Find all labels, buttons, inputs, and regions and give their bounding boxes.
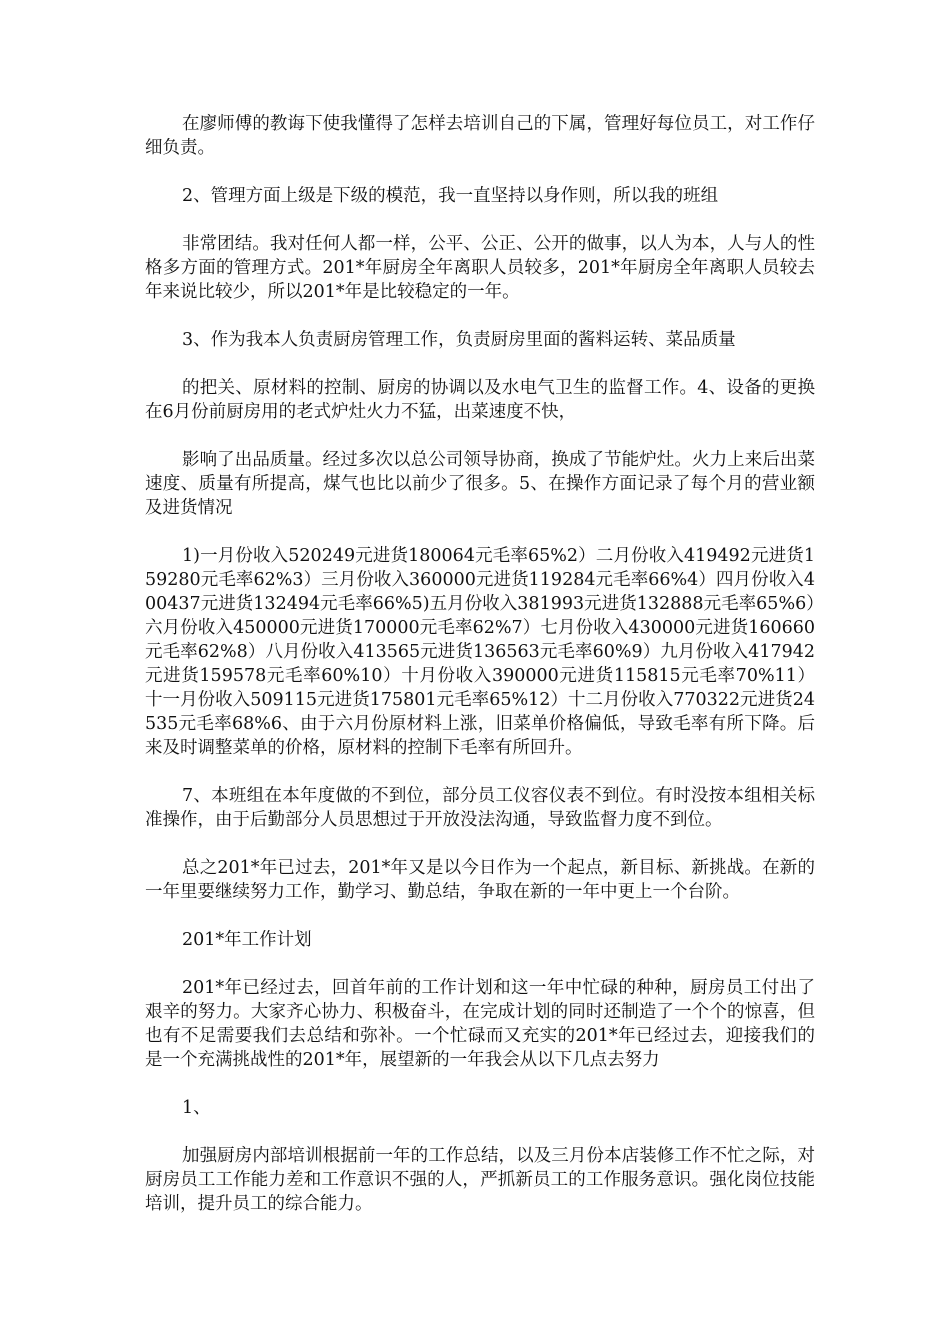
paragraph-management-2: 2、管理方面上级是下级的模范，我一直坚持以身作则，所以我的班组 bbox=[182, 186, 719, 206]
section-heading-work-plan: 201*年工作计划 bbox=[182, 930, 312, 950]
paragraph-training: 在廖师傅的教诲下使我懂得了怎样去培训自己的下属，管理好每位员工，对工作仔细负责。 bbox=[145, 114, 815, 158]
document-body bbox=[145, 112, 815, 1240]
paragraph-shortcomings-7: 7、本班组在本年度做的不到位，部分员工仪容仪表不到位。有时没按本组相关标准操作，由于后勤部分人员思想过于开放没法沟通，导致监督力度不到位。 bbox=[145, 786, 815, 830]
paragraph-team-unity: 非常团结。我对任何人都一样，公平、公正、公开的做事，以人为本，人与人的性格多方面的管理方式。201*年厨房全年离职人员较多，201*年厨房全年离职人员较去年来说比较少，所以201*年是比较稳定的一年。 bbox=[145, 234, 815, 302]
paragraph-equipment-4: 的把关、原材料的控制、厨房的协调以及水电气卫生的监督工作。4、设备的更换在6月份前厨房用的老式炉灶火力不猛，出菜速度不快， bbox=[145, 378, 815, 422]
paragraph-quality-5: 影响了出品质量。经过多次以总公司领导协商，换成了节能炉灶。火力上来后出菜速度、质量有所提高，煤气也比以前少了很多。5、在操作方面记录了每个月的营业额及进货情况 bbox=[145, 450, 815, 518]
paragraph-management-3: 3、作为我本人负责厨房管理工作，负责厨房里面的酱料运转、菜品质量 bbox=[182, 330, 736, 350]
paragraph-summary: 总之201*年已过去，201*年又是以今日作为一个起点，新目标、新挑战。在新的一年里要继续努力工作，勤学习、勤总结，争取在新的一年中更上一个台阶。 bbox=[145, 858, 815, 902]
list-marker-1: 1、 bbox=[182, 1098, 211, 1118]
paragraph-plan-intro: 201*年已经过去，回首年前的工作计划和这一年中忙碌的种种，厨房员工付出了艰辛的努力。大家齐心协力、积极奋斗，在完成计划的同时还制造了一个个的惊喜，但也有不足需要我们去总结和弥补。一个忙碌而又充实的201*年已经过去，迎接我们的是一个充满挑战性的201*年，展望新的一年我会从以下几点去努力 bbox=[145, 978, 815, 1070]
paragraph-plan-training: 加强厨房内部培训根据前一年的工作总结，以及三月份本店装修工作不忙之际，对厨房员工工作能力差和工作意识不强的人，严抓新员工的工作服务意识。强化岗位技能培训，提升员工的综合能力。 bbox=[145, 1146, 815, 1214]
paragraph-monthly-revenue: 1)一月份收入520249元进货180064元毛率65%2）二月份收入419492元进货159280元毛率62%3）三月份收入360000元进货119284元毛率66%4）四月份收入400437元进货132494元毛率66%5)五月份收入381993元进货132888元毛率65%6）六月份收入450000元进货170000元毛率62%7）七月份收入430000元进货160660元毛率62%8）八月份收入413565元进货136563元毛率60%9）九月份收入417942元进货159578元毛率60%10）十月份收入390000元进货115815元毛率70%11）十一月份收入509115元进货175801元毛率65%12）十二月份收入770322元进货24535元毛率68%6、由于六月份原材料上涨，旧菜单价格偏低，导致毛率有所下降。后来及时调整菜单的价格，原材料的控制下毛率有所回升。 bbox=[145, 546, 815, 758]
